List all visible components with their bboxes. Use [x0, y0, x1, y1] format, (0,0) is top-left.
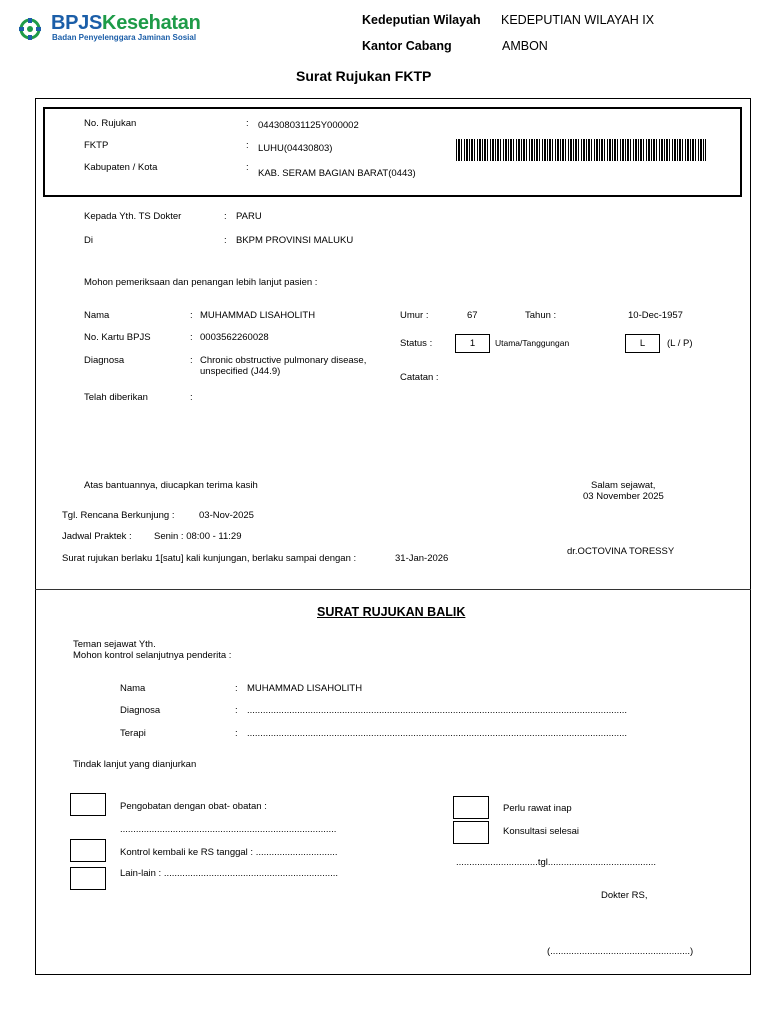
- tahun-value: 10-Dec-1957: [628, 310, 683, 321]
- logo-brand: [51, 12, 201, 35]
- konsultasi-checkbox[interactable]: [453, 821, 489, 844]
- berlaku-text: Surat rujukan berlaku 1[satu] kali kunjungan, berlaku sampai dengan :: [62, 553, 357, 564]
- colon: :: [235, 683, 238, 694]
- kontrol-checkbox[interactable]: [70, 839, 106, 862]
- colon: :: [190, 310, 193, 321]
- telah-diberikan-label: Telah diberikan: [84, 392, 148, 403]
- nama-value: MUHAMMAD LISAHOLITH: [200, 310, 316, 321]
- status-desc: Utama/Tanggungan: [495, 338, 570, 348]
- kepada-label: Kepada Yth. TS Dokter: [84, 211, 182, 222]
- rencana-label: Tgl. Rencana Berkunjung :: [62, 510, 175, 521]
- kartu-label: No. Kartu BPJS: [84, 332, 151, 343]
- balik-title: SURAT RUJUKAN BALIK: [317, 605, 466, 619]
- colon: :: [246, 162, 249, 173]
- colon: :: [190, 392, 193, 403]
- fktp-value: LUHU(04430803): [258, 143, 333, 154]
- status-box: 1: [455, 334, 490, 353]
- logo-subtitle: Badan Penyelenggara Jaminan Sosial: [52, 33, 197, 42]
- bpjs-logo-icon: [16, 14, 44, 44]
- balik-diagnosa-label: Diagnosa: [120, 705, 161, 716]
- section-divider: [35, 589, 751, 590]
- balik-nama-label: Nama: [120, 683, 146, 694]
- kabupaten-value: KAB. SERAM BAGIAN BARAT(0443): [258, 168, 416, 179]
- colon: :: [235, 728, 238, 739]
- diagnosa-line-1: Chronic obstructive pulmonary disease,: [200, 355, 367, 366]
- balik-mohon: Mohon kontrol selanjutnya penderita :: [73, 650, 232, 661]
- colon: :: [246, 118, 249, 129]
- rencana-value: 03-Nov-2025: [199, 510, 254, 521]
- balik-nama-value: MUHAMMAD LISAHOLITH: [247, 683, 363, 694]
- nama-label: Nama: [84, 310, 110, 321]
- kantor-value: AMBON: [502, 39, 548, 53]
- jadwal-value: Senin : 08:00 - 11:29: [154, 531, 242, 542]
- page-title: Surat Rujukan FKTP: [296, 68, 432, 84]
- berlaku-value: 31-Jan-2026: [395, 553, 449, 564]
- kabupaten-label: Kabupaten / Kota: [84, 162, 158, 173]
- logo-brand-a: BPJS: [51, 12, 103, 34]
- konsultasi-label: Konsultasi selesai: [503, 826, 580, 837]
- document-frame: [35, 98, 751, 975]
- kontrol-label: Kontrol kembali ke RS tanggal : ...............................: [120, 847, 338, 858]
- balik-diagnosa-dots: ................................................................................................................................................: [247, 705, 628, 716]
- lain-label: Lain-lain : ..................................................................: [120, 868, 339, 879]
- fktp-label: FKTP: [84, 140, 109, 151]
- catatan-label: Catatan :: [400, 372, 439, 383]
- tanggal-line: ...............................tgl.........................................: [456, 857, 657, 868]
- colon: :: [246, 140, 249, 151]
- diagnosa-label: Diagnosa: [84, 355, 125, 366]
- di-value: BKPM PROVINSI MALUKU: [236, 235, 354, 246]
- status-label: Status :: [400, 338, 433, 349]
- colon: :: [224, 235, 227, 246]
- obat-dots: ..................................................................................: [120, 824, 337, 835]
- obat-label: Pengobatan dengan obat- obatan :: [120, 801, 267, 812]
- rawat-inap-label: Perlu rawat inap: [503, 803, 572, 814]
- kedeputian-value: KEDEPUTIAN WILAYAH IX: [501, 13, 655, 27]
- colon: :: [235, 705, 238, 716]
- dokter-rs-label: Dokter RS,: [601, 890, 648, 901]
- colon: :: [224, 211, 227, 222]
- signature-line: (.....................................................): [547, 946, 694, 957]
- pasien-intro: Mohon pemeriksaan dan penangan lebih lanjut pasien :: [84, 277, 318, 288]
- jenis-kelamin-box: L: [625, 334, 660, 353]
- salam-sejawat: Salam sejawat,: [591, 480, 656, 491]
- balik-salam: Teman sejawat Yth.: [73, 639, 156, 650]
- lain-checkbox[interactable]: [70, 867, 106, 890]
- tahun-label: Tahun :: [525, 310, 557, 321]
- kantor-label: Kantor Cabang: [362, 39, 452, 53]
- di-label: Di: [84, 235, 93, 246]
- dokter-name: dr.OCTOVINA TORESSY: [567, 546, 675, 557]
- balik-terapi-label: Terapi: [120, 728, 146, 739]
- obat-checkbox[interactable]: [70, 793, 106, 816]
- balik-terapi-dots: ................................................................................................................................................: [247, 728, 628, 739]
- kedeputian-label: Kedeputian Wilayah: [362, 13, 481, 27]
- tanggal-surat: 03 November 2025: [583, 491, 664, 502]
- jenis-kelamin-desc: (L / P): [667, 338, 693, 349]
- logo-brand-b: Kesehatan: [102, 12, 201, 34]
- kepada-value: PARU: [236, 211, 262, 222]
- umur-label: Umur :: [400, 310, 429, 321]
- diagnosa-line-2: unspecified (J44.9): [200, 366, 281, 377]
- no-rujukan-value: 044308031125Y000002: [258, 120, 359, 131]
- colon: :: [190, 332, 193, 343]
- tindak-lanjut-label: Tindak lanjut yang dianjurkan: [73, 759, 197, 770]
- terima-kasih-text: Atas bantuannya, diucapkan terima kasih: [84, 480, 258, 491]
- umur-value: 67: [467, 310, 478, 321]
- colon: :: [190, 355, 193, 366]
- kartu-value: 0003562260028: [200, 332, 269, 343]
- no-rujukan-label: No. Rujukan: [84, 118, 137, 129]
- rawat-inap-checkbox[interactable]: [453, 796, 489, 819]
- barcode-icon: [456, 139, 706, 161]
- jadwal-label: Jadwal Praktek :: [62, 531, 132, 542]
